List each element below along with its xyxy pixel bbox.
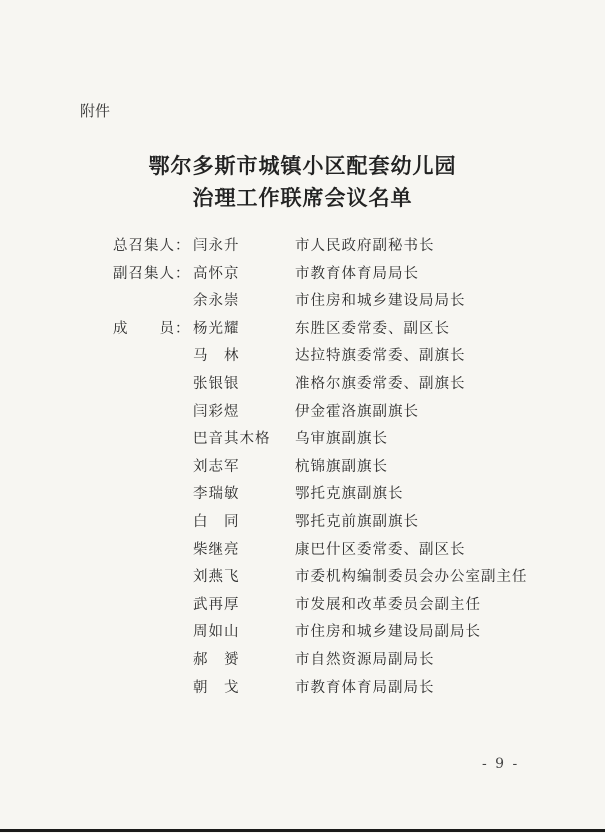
member-name: 马 林	[193, 348, 240, 365]
member-position: 乌审旗副旗长	[295, 431, 388, 448]
member-name: 张银银	[193, 375, 240, 392]
member-position: 市教育体育局副局长	[295, 679, 435, 696]
title-line-1: 鄂尔多斯市城镇小区配套幼儿园	[148, 153, 457, 178]
member-row	[0, 455, 605, 483]
member-name: 刘志军	[193, 458, 240, 475]
member-position: 达拉特旗委常委、副旗长	[295, 348, 466, 365]
member-position: 市教育体育局局长	[295, 265, 419, 282]
member-name: 高怀京	[193, 265, 240, 282]
page-number: - 9 -	[482, 756, 520, 772]
member-role: 成 员：	[113, 320, 191, 337]
member-row	[0, 648, 605, 676]
member-position: 市自然资源局副局长	[295, 651, 435, 668]
member-row	[0, 510, 605, 538]
member-name: 李瑞敏	[193, 486, 240, 503]
title-line-2: 治理工作联席会议名单	[192, 185, 413, 210]
member-name: 周如山	[193, 624, 240, 641]
member-name: 闫永升	[193, 238, 240, 254]
member-row	[0, 565, 605, 593]
member-name: 朝 戈	[193, 679, 240, 696]
member-name: 刘燕飞	[193, 569, 240, 586]
member-row	[0, 427, 605, 455]
member-position: 伊金霍洛旗副旗长	[295, 403, 419, 420]
member-position: 康巴什区委常委、副区长	[295, 541, 466, 558]
member-name: 杨光耀	[193, 320, 240, 337]
member-name: 郝 赟	[193, 651, 240, 668]
member-row	[0, 262, 605, 290]
member-name: 巴音其木格	[193, 431, 271, 448]
member-name: 武再厚	[193, 596, 240, 613]
member-row	[0, 289, 605, 317]
member-roster	[0, 234, 605, 703]
member-position: 市人民政府副秘书长	[295, 238, 435, 254]
member-row	[0, 344, 605, 372]
member-role: 副召集人：	[113, 265, 191, 282]
member-row	[0, 620, 605, 648]
member-row	[0, 317, 605, 345]
member-position: 市住房和城乡建设局局长	[295, 293, 466, 310]
member-row	[0, 538, 605, 566]
member-name: 余永崇	[193, 293, 240, 310]
member-position: 准格尔旗委常委、副旗长	[295, 375, 466, 392]
member-position: 杭锦旗副旗长	[295, 458, 388, 475]
member-name: 闫彩煜	[193, 403, 240, 420]
attachment-label: 附件	[80, 102, 111, 120]
member-position: 鄂托克前旗副旗长	[295, 513, 419, 530]
bottom-divider	[0, 829, 605, 832]
member-role: 总召集人：	[113, 238, 191, 254]
member-position: 市发展和改革委员会副主任	[295, 596, 481, 613]
member-position: 市委机构编制委员会办公室副主任	[295, 569, 528, 586]
member-row	[0, 400, 605, 428]
member-row	[0, 234, 605, 262]
member-row	[0, 593, 605, 621]
member-row	[0, 676, 605, 704]
member-name: 白 同	[193, 513, 240, 530]
member-row	[0, 372, 605, 400]
member-position: 鄂托克旗副旗长	[295, 486, 404, 503]
member-row	[0, 482, 605, 510]
member-position: 市住房和城乡建设局副局长	[295, 624, 481, 641]
member-name: 柴继亮	[193, 541, 240, 558]
member-position: 东胜区委常委、副区长	[295, 320, 450, 337]
